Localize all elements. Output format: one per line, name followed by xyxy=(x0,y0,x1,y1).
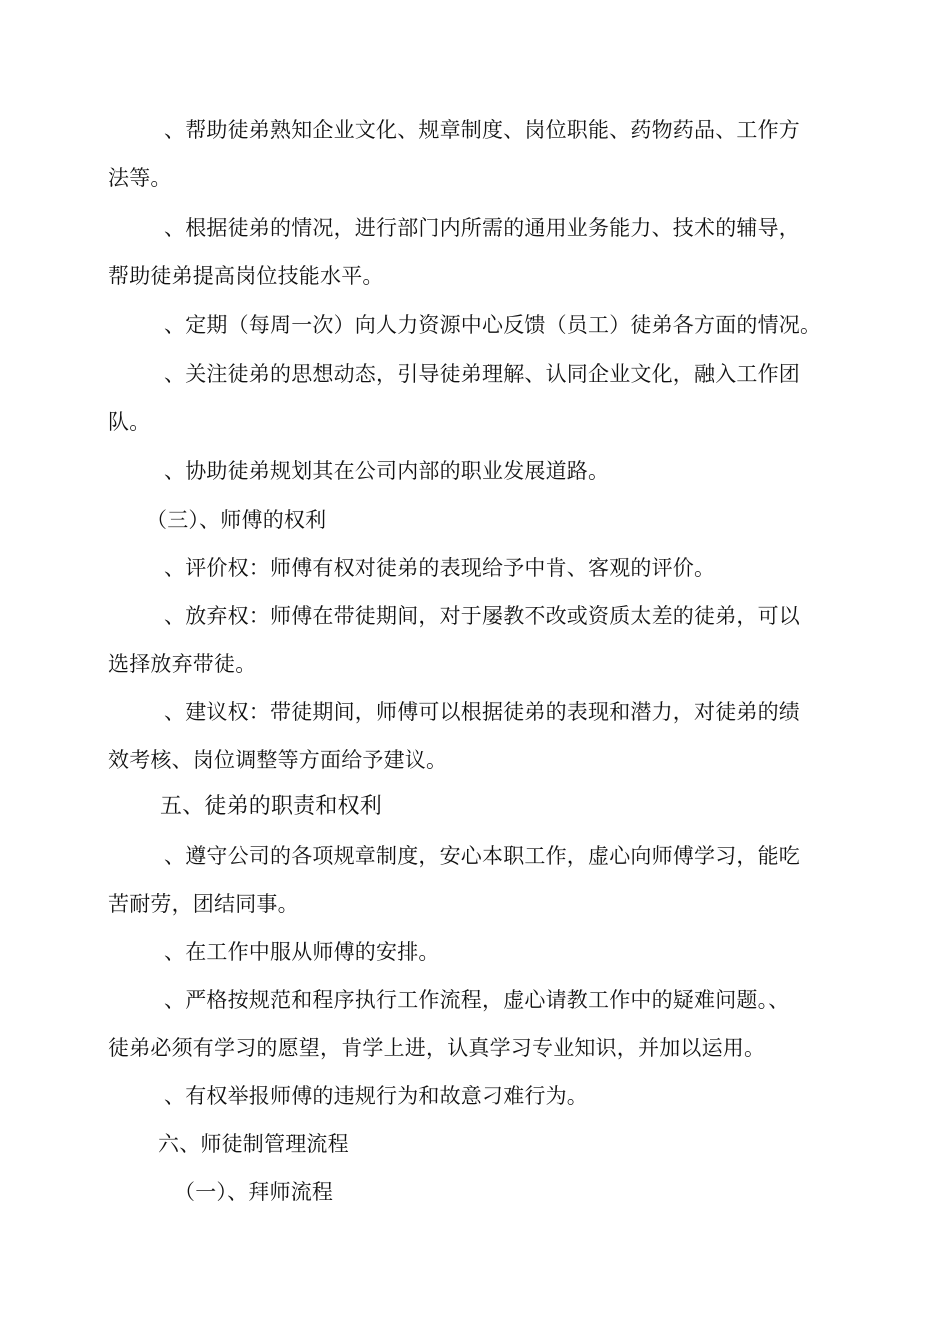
section-heading-master-rights: （三）、师傅的权利 xyxy=(146,508,327,532)
apprentice-item-3-line-2: 徒弟必须有学习的愿望，肯学上进，认真学习专业知识，并加以运用。 xyxy=(108,1036,766,1060)
duty-item-3: 、定期（每周一次）向人力资源中心反馈（员工）徒弟各方面的情况。 xyxy=(164,313,822,337)
apprentice-item-3-line-1: 、严格按规范和程序执行工作流程，虚心请教工作中的疑难问题。、 xyxy=(164,988,790,1012)
apprentice-item-4: 、有权举报师傅的违规行为和故意刁难行为。 xyxy=(164,1084,588,1108)
duty-item-2-line-1: 、根据徒弟的情况，进行部门内所需的通用业务能力、技术的辅导， xyxy=(164,216,800,240)
duty-item-2-line-2: 帮助徒弟提高岗位技能水平。 xyxy=(108,264,384,288)
apprentice-item-1-line-2: 苦耐劳，团结同事。 xyxy=(108,892,299,916)
duty-item-4-line-2: 队。 xyxy=(108,410,151,434)
rights-item-3-line-2: 效考核、岗位调整等方面给予建议。 xyxy=(108,748,448,772)
rights-item-3-line-1: 、建议权：带徒期间，师傅可以根据徒弟的表现和潜力，对徒弟的绩 xyxy=(164,700,800,724)
section-heading-apprentice-duties: 五、徒弟的职责和权利 xyxy=(160,794,383,819)
rights-item-2-line-2: 选择放弃带徒。 xyxy=(108,652,257,676)
duty-item-1-line-2: 法等。 xyxy=(108,166,172,190)
apprentice-item-2: 、在工作中服从师傅的安排。 xyxy=(164,940,440,964)
rights-item-2-line-1: 、放弃权：师傅在带徒期间，对于屡教不改或资质太差的徒弟，可以 xyxy=(164,604,800,628)
duty-item-4-line-1: 、关注徒弟的思想动态，引导徒弟理解、认同企业文化，融入工作团 xyxy=(164,362,800,386)
duty-item-1-line-1: 、帮助徒弟熟知企业文化、规章制度、岗位职能、药物药品、工作方 xyxy=(164,118,800,142)
duty-item-5: 、协助徒弟规划其在公司内部的职业发展道路。 xyxy=(164,459,610,483)
section-heading-management-process: 六、师徒制管理流程 xyxy=(158,1132,349,1156)
subsection-heading-apprenticeship-process: （一）、拜师流程 xyxy=(174,1180,334,1204)
rights-item-1: 、评价权：师傅有权对徒弟的表现给予中肯、客观的评价。 xyxy=(164,556,716,580)
apprentice-item-1-line-1: 、遵守公司的各项规章制度，安心本职工作，虚心向师傅学习，能吃 xyxy=(164,844,800,868)
